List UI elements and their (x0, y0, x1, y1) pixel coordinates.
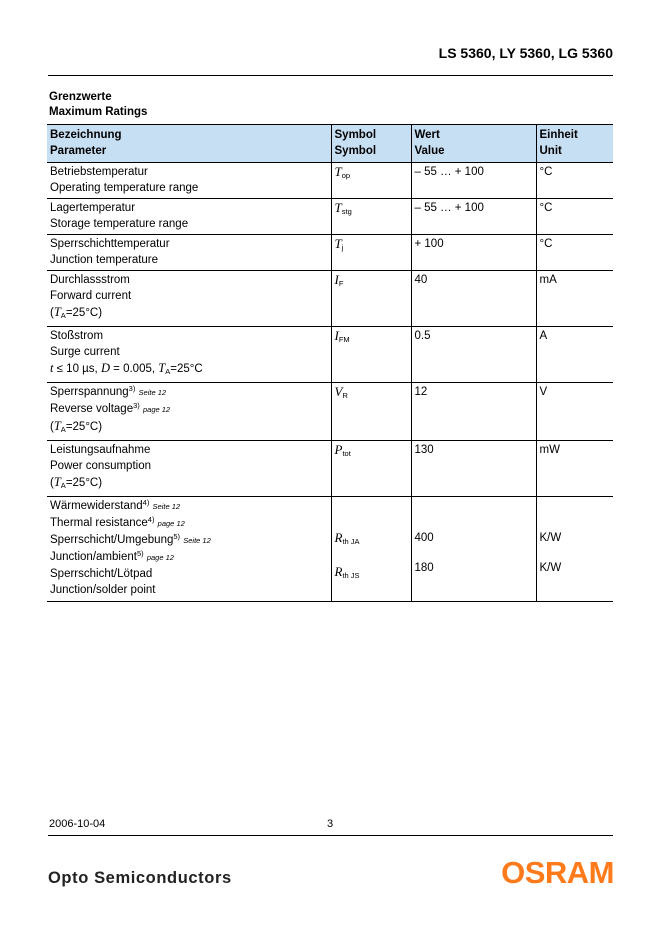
table-row (47, 327, 613, 383)
symbol-cell: $T_j$ (331, 235, 411, 271)
value-cell: – 55 … + 100 (411, 163, 536, 199)
table-row (47, 235, 613, 271)
document-title: LS 5360, LY 5360, LG 5360 (438, 45, 613, 61)
parameter-cell: Leistungsaufnahme Power consumption $(T_A=25^\circ C)$ (47, 441, 331, 497)
symbol-cell: $T_{op}$ (331, 163, 411, 199)
column-header-symbol: Symbol Symbol (331, 125, 411, 163)
unit-cell: °C (536, 235, 613, 271)
osram-logo: OSRAM (501, 855, 614, 890)
parameter-cell: Lagertemperatur Storage temperature range (47, 199, 331, 235)
symbol-cell: $P_{tot}$ (331, 441, 411, 497)
unit-cell: °C (536, 199, 613, 235)
parameter-cell: Betriebstemperatur Operating temperature range (47, 163, 331, 199)
section-title-en: Maximum Ratings (49, 106, 148, 118)
table-row (47, 271, 613, 327)
value-cell: 0.5 (411, 327, 536, 383)
parameter-cell: Durchlassstrom Forward current $(T_A=25^\circ C)$ (47, 271, 331, 327)
symbol-cell: $R_{th JA}$ $R_{th JS}$ (331, 497, 411, 602)
table-header-row (47, 125, 613, 163)
section-title-de: Grenzwerte (49, 91, 112, 103)
unit-cell: V (536, 383, 613, 441)
column-header-value: Wert Value (411, 125, 536, 163)
unit-cell: K/W K/W (536, 497, 613, 602)
column-header-unit: Einheit Unit (536, 125, 613, 163)
value-cell: + 100 (411, 235, 536, 271)
page-number: 3 (327, 818, 334, 830)
value-cell: 400 180 (411, 497, 536, 602)
table-row (47, 199, 613, 235)
parameter-cell: Sperrspannung$^{3)}$ Seite 12 Reverse voltage$^{3)}$ page 12 $(T_A=25^\circ C)$ (47, 383, 331, 441)
company-name: Opto Semiconductors (48, 869, 232, 887)
header-rule (48, 75, 613, 76)
unit-cell: °C (536, 163, 613, 199)
maximum-ratings-table (47, 124, 613, 602)
column-header-parameter: Bezeichnung Parameter (47, 125, 331, 163)
parameter-cell: Wärmewiderstand$^{4)}$ Seite 12 Thermal resistance$^{4)}$ page 12 Sperrschicht/Umgebung$^{5)}$ Seite 12 Junction/ambient$^{5)}$ page 12 Sperrschicht/Lötpad Junction/solder point (47, 497, 331, 602)
table-row (47, 163, 613, 199)
table-row (47, 383, 613, 441)
unit-cell: A (536, 327, 613, 383)
value-cell: – 55 … + 100 (411, 199, 536, 235)
unit-cell: mA (536, 271, 613, 327)
footer-date: 2006-10-04 (49, 818, 106, 830)
symbol-cell: $I_{FM}$ (331, 327, 411, 383)
unit-cell: mW (536, 441, 613, 497)
parameter-cell: Sperrschichttemperatur Junction temperature (47, 235, 331, 271)
value-cell: 40 (411, 271, 536, 327)
footer-rule (48, 835, 613, 836)
section-title (49, 90, 147, 120)
symbol-cell: $I_F$ (331, 271, 411, 327)
symbol-cell: $T_{stg}$ (331, 199, 411, 235)
table-row (47, 497, 613, 602)
table-row (47, 441, 613, 497)
value-cell: 130 (411, 441, 536, 497)
parameter-cell: Stoßstrom Surge current t ≤ 10 µs, D = 0.005, $T_A=25^\circ C$ (47, 327, 331, 383)
symbol-cell: $V_R$ (331, 383, 411, 441)
value-cell: 12 (411, 383, 536, 441)
